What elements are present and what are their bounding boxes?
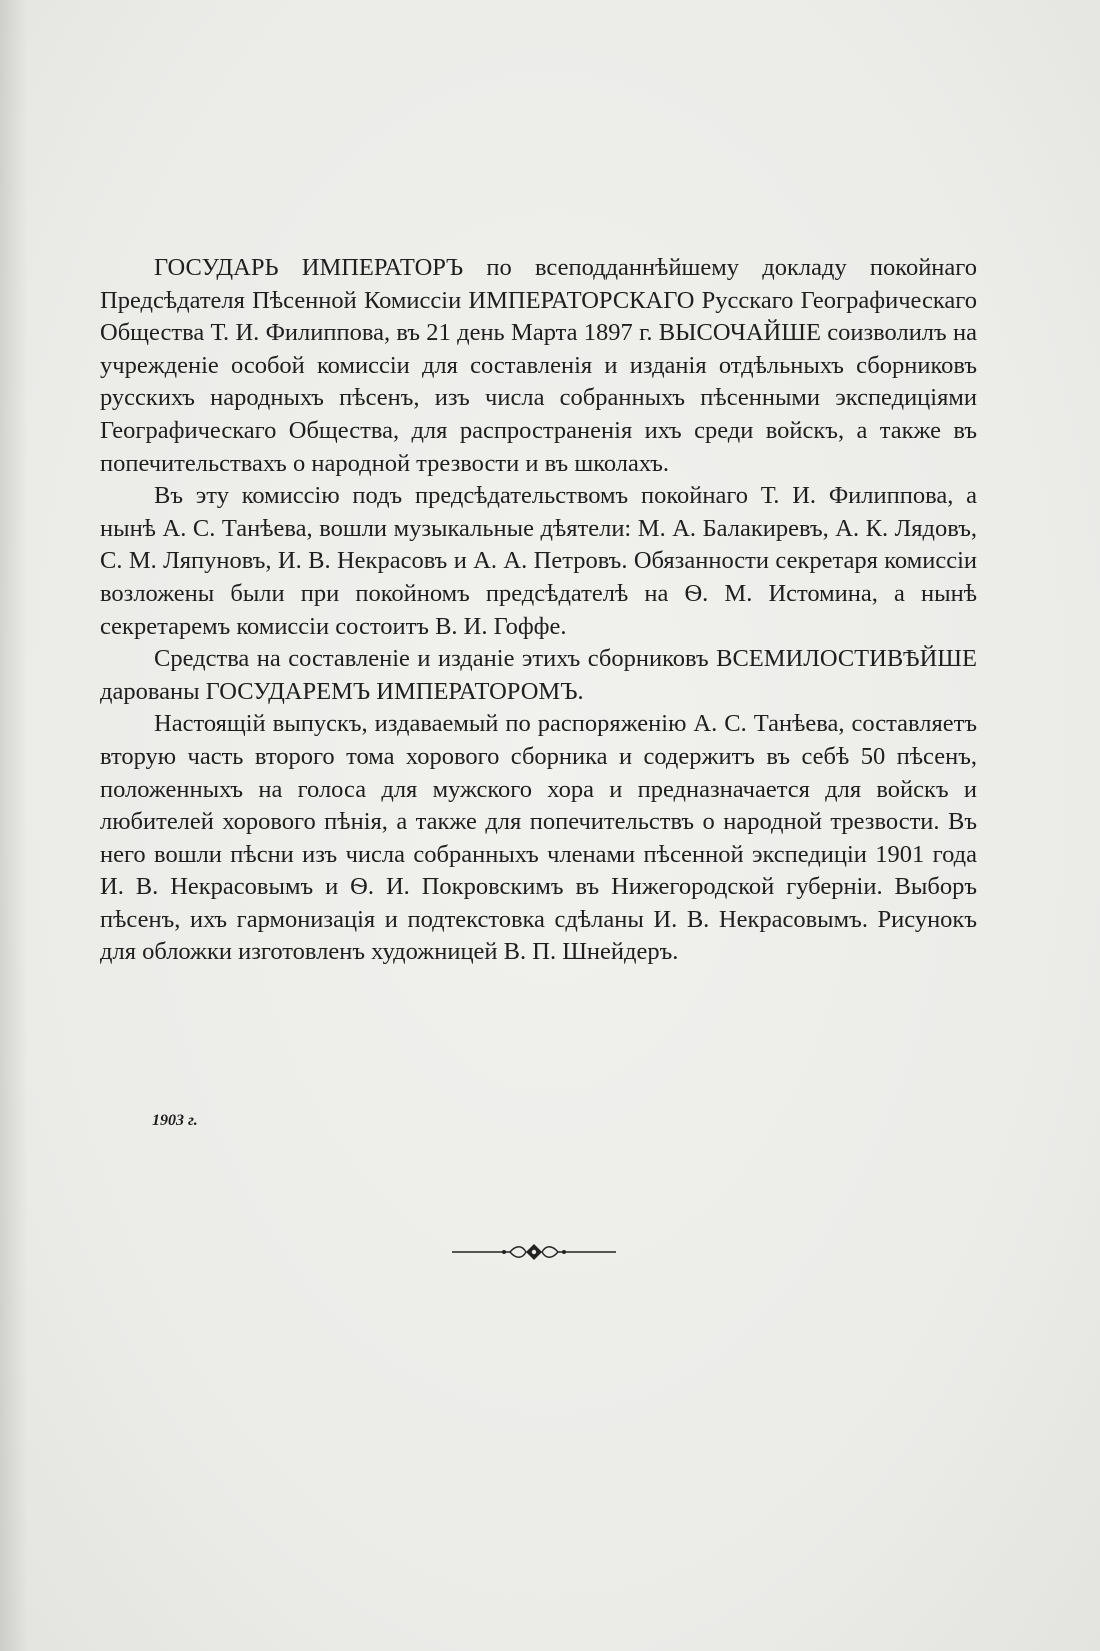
paragraph-funding: Средства на составленіе и изданіе этихъ сборниковъ ВСЕМИЛОСТИВѢЙШЕ дарованы ГОСУДАРЕМЪ ИМПЕРАТОРОМЪ. xyxy=(100,645,977,705)
paragraph-edition: Настоящій выпускъ, издаваемый по распоряженію А. С. Танѣева, составляетъ вторую часть второго тома хорового сборника и содержитъ въ себѣ 50 пѣсенъ, положенныхъ на голоса для мужского хора и предназначается для войскъ и любителей хорового пѣнія, а также для попечительствъ о народной трезвости. Въ него вошли пѣсни изъ числа собранныхъ членами пѣсенной экспедиціи 1901 года И. В. Некрасовымъ и Ѳ. И. Покровскимъ въ Нижегородской губерніи. Выборъ пѣсенъ, ихъ гармонизація и подтекстовка сдѣланы И. В. Некрасовымъ. Рисунокъ для обложки изготовленъ художницей В. П. Шнейдеръ. xyxy=(100,710,977,966)
decorative-rule-icon xyxy=(452,1240,616,1264)
page-edge-shadow xyxy=(0,0,28,1651)
publication-date: 1903 г. xyxy=(152,1112,198,1129)
paragraph-decree: ГОСУДАРЬ ИМПЕРАТОРЪ по всеподданнѣйшему докладу покойнаго Предсѣдателя Пѣсенной Комиссіи ИМПЕРАТОРСКАГО Русскаго Географическаго Общества Т. И. Филиппова, въ 21 день Марта 1897 г. ВЫСОЧАЙШЕ соизволилъ на учрежденіе особой комиссіи для составленія и изданія отдѣльныхъ сборниковъ русскихъ народныхъ пѣсенъ, изъ числа собранныхъ пѣсенными экспедиціями Географическаго Общества, для распространенія ихъ среди войскъ, а также въ попечительствахъ о народной трезвости и въ школахъ. xyxy=(100,254,977,477)
paragraph-commission: Въ эту комиссію подъ предсѣдательствомъ покойнаго Т. И. Филиппова, а нынѣ А. С. Танѣева, вошли музыкальные дѣятели: М. А. Балакиревъ, А. К. Лядовъ, С. М. Ляпуновъ, И. В. Некрасовъ и А. А. Петровъ. Обязанности секретаря комиссіи возложены были при покойномъ предсѣдателѣ на Ѳ. М. Истомина, а нынѣ секретаремъ комиссіи состоитъ В. И. Гоффе. xyxy=(100,482,977,640)
document-body xyxy=(100,252,977,969)
